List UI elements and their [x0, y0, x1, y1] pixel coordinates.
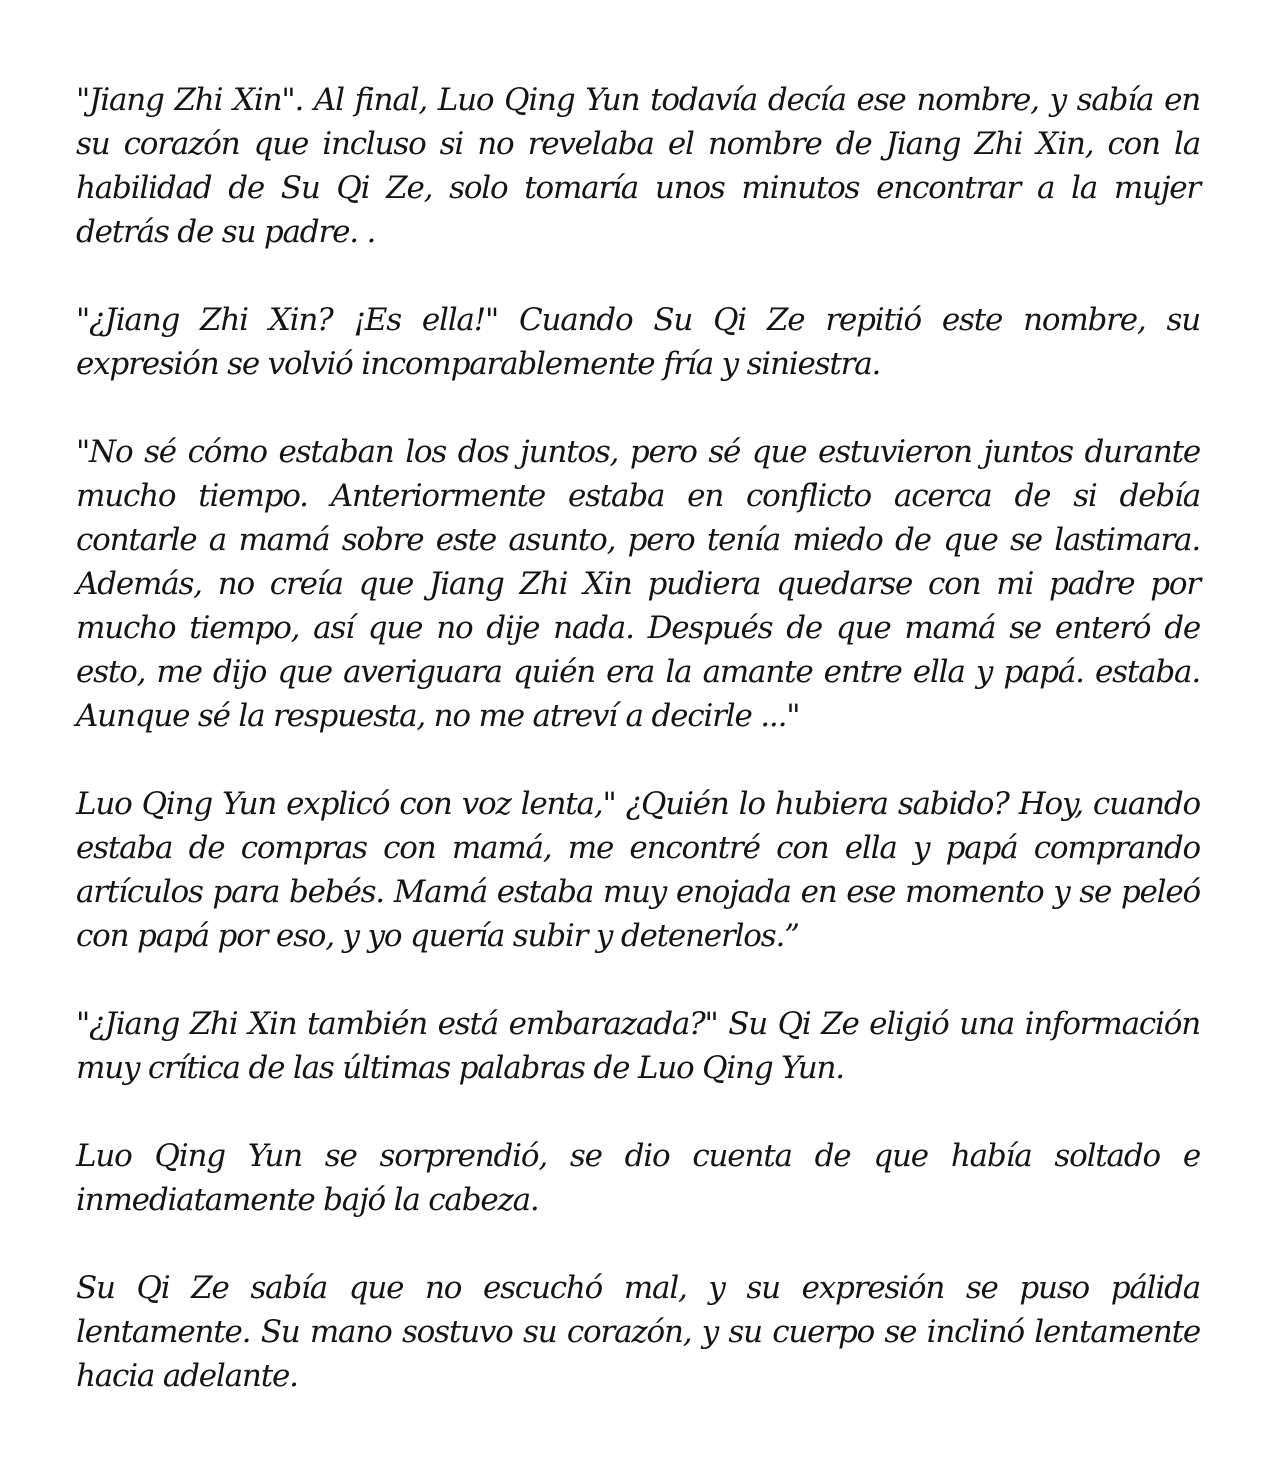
- paragraph-7: Su Qi Ze sabía que no escuchó mal, y su expresión se puso pálida lentamente. Su mano sostuvo su corazón, y su cuerpo se inclinó lentamente hacia adelante.: [76, 1270, 1200, 1394]
- paragraph-5: "¿Jiang Zhi Xin también está embarazada?" Su Qi Ze eligió una información muy crítica de las últimas palabras de Luo Qing Yun.: [76, 1006, 1200, 1086]
- paragraph-4: Luo Qing Yun explicó con voz lenta," ¿Quién lo hubiera sabido? Hoy, cuando estaba de compras con mamá, me encontré con ella y papá comprando artículos para bebés. Mamá estaba muy enojada en ese momento y se peleó con papá por eso, y yo quería subir y detenerlos.”: [76, 786, 1200, 954]
- paragraph-6: Luo Qing Yun se sorprendió, se dio cuenta de que había soltado e inmediatamente bajó la cabeza.: [76, 1138, 1200, 1218]
- paragraph-1: "Jiang Zhi Xin". Al final, Luo Qing Yun todavía decía ese nombre, y sabía en su corazón que incluso si no revelaba el nombre de Jiang Zhi Xin, con la habilidad de Su Qi Ze, solo tomaría unos minutos encontrar a la mujer detrás de su padre. .: [76, 82, 1200, 250]
- paragraph-3: "No sé cómo estaban los dos juntos, pero sé que estuvieron juntos durante mucho tiempo. Anteriormente estaba en conflicto acerca de si debía contarle a mamá sobre este asunto, pero tenía miedo de que se lastimara. Además, no creía que Jiang Zhi Xin pudiera quedarse con mi padre por mucho tiempo, así que no dije nada. Después de que mamá se enteró de esto, me dijo que averiguara quién era la amante entre ella y papá. estaba. Aunque sé la respuesta, no me atreví a decirle ...": [76, 434, 1200, 734]
- paragraph-2: "¿Jiang Zhi Xin? ¡Es ella!" Cuando Su Qi Ze repitió este nombre, su expresión se volvió incomparablemente fría y siniestra.: [76, 302, 1200, 382]
